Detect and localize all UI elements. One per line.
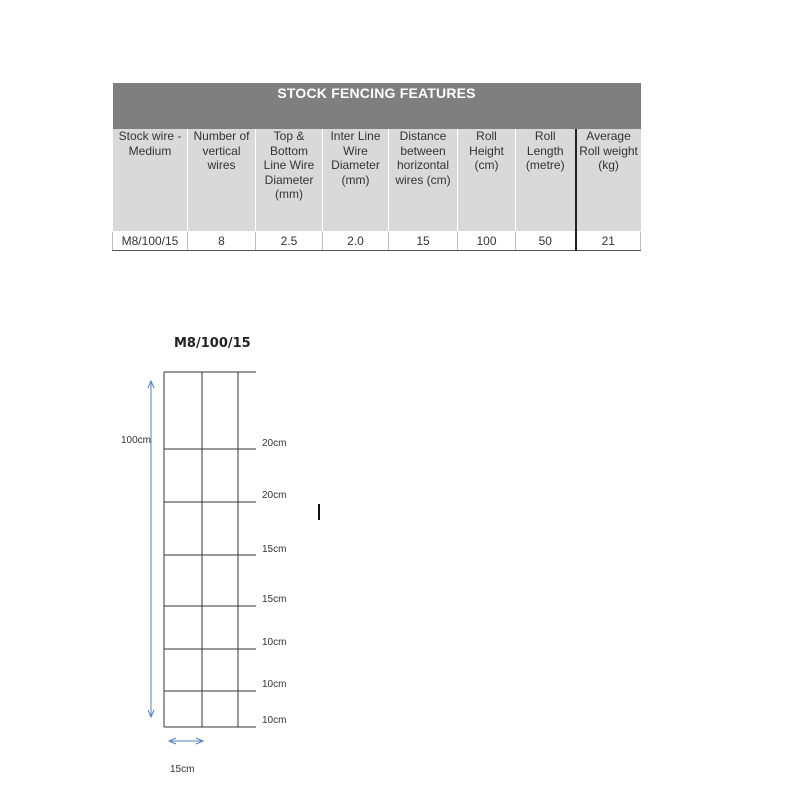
height-arrow xyxy=(148,381,154,717)
spacing-label: 20cm xyxy=(262,438,287,449)
spacing-label: 10cm xyxy=(262,637,287,648)
column-header: Top & Bottom Line Wire Diameter (mm) xyxy=(256,129,323,232)
spacing-label: 10cm xyxy=(262,715,287,726)
table-cell: M8/100/15 xyxy=(113,232,188,251)
height-label: 100cm xyxy=(121,435,152,446)
text-cursor-icon xyxy=(318,504,320,520)
table-cell: 15 xyxy=(389,232,458,251)
column-header: Number of vertical wires xyxy=(188,129,256,232)
table-cell: 2.5 xyxy=(256,232,323,251)
column-header: Roll Length (metre) xyxy=(516,129,576,232)
table-title: STOCK FENCING FEATURES xyxy=(113,83,641,129)
width-label: 15cm xyxy=(170,764,195,775)
column-header: Distance between horizontal wires (cm) xyxy=(389,129,458,232)
column-header: Average Roll weight (kg) xyxy=(576,129,641,232)
column-header: Inter Line Wire Diameter (mm) xyxy=(323,129,389,232)
table-cell: 8 xyxy=(188,232,256,251)
table-cell: 100 xyxy=(458,232,516,251)
diagram-title: M8/100/15 xyxy=(174,336,251,351)
width-arrow xyxy=(169,738,203,744)
column-header: Stock wire - Medium xyxy=(113,129,188,232)
column-header: Roll Height (cm) xyxy=(458,129,516,232)
fence-grid xyxy=(164,372,256,727)
table-cell: 21 xyxy=(576,232,641,251)
spacing-label: 10cm xyxy=(262,679,287,690)
spacing-label: 15cm xyxy=(262,594,287,605)
table-cell: 50 xyxy=(516,232,576,251)
spacing-label: 15cm xyxy=(262,544,287,555)
spacing-label: 20cm xyxy=(262,490,287,501)
table-cell: 2.0 xyxy=(323,232,389,251)
